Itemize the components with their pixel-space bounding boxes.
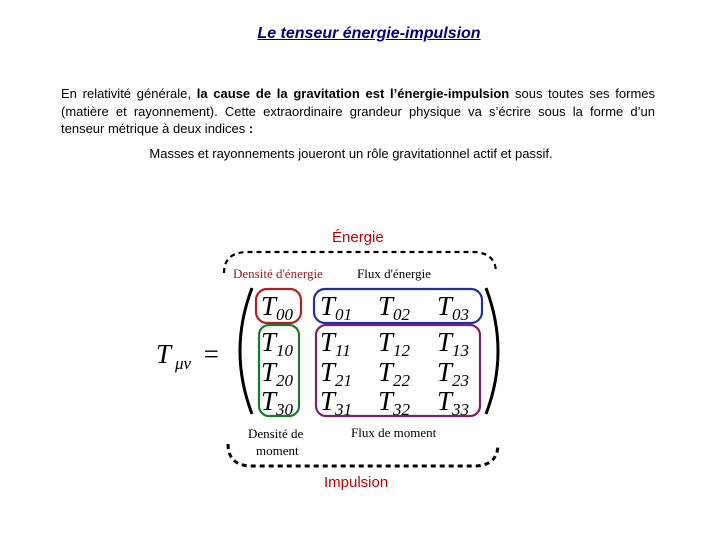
tensor-matrix [261,291,469,419]
tensor-entry-T22: T22 [378,357,411,390]
tensor-entry-T30: T30 [261,386,294,419]
tensor-entry-subscript: 13 [452,341,470,360]
tensor-entry-subscript: 12 [393,341,411,360]
lhs-equals: = [202,339,221,369]
paragraph-part2: sous toutes ses formes (matière et rayonnement). Cette extraordinaire grandeur physique va s’écrire sous la forme d’un tenseur métrique à deux indices [61,86,656,136]
label-flux-energie: Flux d'énergie [357,266,431,281]
label-impulsion: Impulsion [324,474,389,491]
lhs-symbol: T [156,339,172,369]
tensor-entry-T00: T00 [261,291,294,324]
tensor-entry-T20: T20 [261,357,294,390]
tensor-entry-T13: T13 [437,327,470,360]
tensor-entry-T33: T33 [437,386,470,419]
tensor-entry-T03: T03 [437,291,470,324]
tensor-entry-subscript: 10 [276,341,294,360]
tensor-entry-subscript: 00 [276,305,294,324]
tensor-entry-subscript: 23 [452,371,470,390]
tensor-entry-subscript: 32 [393,400,411,419]
tensor-entry-subscript: 11 [335,341,351,360]
tensor-entry-T21: T21 [320,357,353,390]
paragraph-bold-end: : [248,121,254,136]
label-flux-moment: Flux de moment [351,425,437,440]
tensor-entry-subscript: 33 [452,400,470,419]
paragraph-part1: En relativité générale, [61,86,197,101]
paragraph-bold: la cause de la gravitation est l’énergie-impulsion [196,86,510,101]
bottom-dashed-brace [228,444,498,466]
label-densite-moment-line2: moment [256,443,299,458]
tensor-entry-subscript: 31 [335,400,353,419]
tensor-entry-T11: T11 [320,327,351,360]
tensor-entry-T01: T01 [320,291,353,324]
top-dashed-brace [224,252,496,273]
label-energie: Énergie [332,229,384,246]
lhs-subscript: μν [175,354,192,373]
tensor-entry-T32: T32 [378,386,411,419]
right-parenthesis [486,288,498,414]
secondary-paragraph: Masses et rayonnements joueront un rôle gravitationnel actif et passif. [149,146,553,161]
tensor-entry-T12: T12 [378,327,411,360]
tensor-entry-subscript: 01 [335,305,353,324]
tensor-entry-subscript: 21 [335,371,353,390]
left-parenthesis [240,288,252,414]
tensor-entry-T02: T02 [378,291,411,324]
tensor-entry-T23: T23 [437,357,470,390]
tensor-entry-T10: T10 [261,327,294,360]
tensor-entry-T31: T31 [320,386,353,419]
tensor-entry-subscript: 20 [276,371,294,390]
page-title: Le tenseur énergie-impulsion [257,25,481,42]
tensor-entry-subscript: 03 [452,305,470,324]
tensor-entry-subscript: 30 [276,400,294,419]
tensor-entry-subscript: 22 [393,371,411,390]
label-densite-moment-line1: Densité de [248,426,304,441]
tensor-entry-subscript: 02 [393,305,411,324]
label-densite-energie: Densité d'énergie [233,266,323,281]
